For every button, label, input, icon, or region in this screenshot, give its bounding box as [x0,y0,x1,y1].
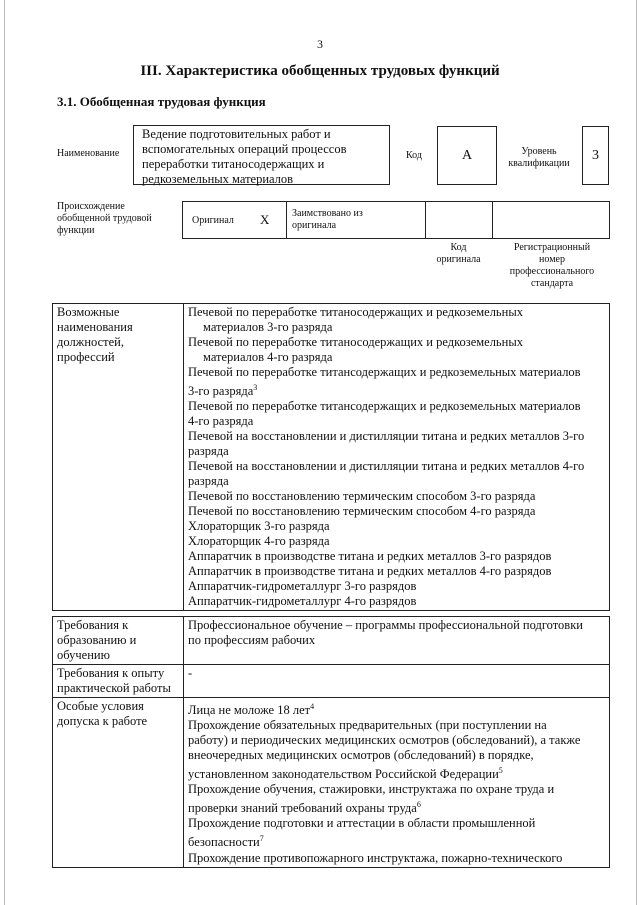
uroven-label [503,146,575,170]
cond-label-cell: Особые условия допуска к работе [53,698,184,868]
naimenovanie-label: Наименование [57,148,120,159]
section-title: III. Характеристика обобщенных трудовых функций [140,63,500,79]
uroven-label-line: квалификации [508,158,570,169]
position-item: Хлораторщик 3-го разряда [188,519,330,534]
borrowed-label-line: Заимствовано из [292,208,363,219]
original-label: Оригинал [192,215,234,226]
reg-number-line: номер [539,254,565,265]
position-item: Печевой по переработке титансодержащих и редкоземельных материалов 4-го разряда [188,399,581,429]
kod-originala-caption [425,242,492,266]
exp-value-cell: - [184,665,610,698]
reg-number-caption [495,242,609,290]
kod-originala-line: Код [450,242,467,253]
edu-label-cell: Требования к образованию и обучению [53,617,184,665]
position-item: Аппаратчик-гидрометаллург 3-го разрядов [188,579,417,594]
position-item: Печевой на восстановлении и дистилляции титана и редких металлов 3-го разряда [188,429,585,459]
uroven-value: 3 [592,148,599,163]
kod-originala-line: оригинала [436,254,481,265]
position-item: Печевой по восстановлению термическим способом 4-го разряда [188,504,536,519]
condition-item: Лица не моложе 18 лет$^4$ [188,702,315,718]
origin-label-line: Происхождение [57,201,125,212]
condition-item: Прохождение противопожарного инструктажа, пожарно-технического [188,850,563,865]
positions-label-cell [53,304,184,611]
origin-label [57,201,152,237]
footnote-ref: 6 [416,800,421,810]
positions-list-cell [184,304,610,611]
reg-number-line: стандарта [530,278,574,289]
borrowed-label-line: оригинала [292,220,337,231]
uroven-value-box [582,126,609,185]
function-name-line: Ведение подготовительных работ и [142,127,331,141]
footnote-ref: 5 [498,766,503,776]
position-item: Печевой по переработке титаносодержащих и редкоземельных материалов 3-го разряда [188,305,523,334]
positions-table [52,303,610,611]
position-item: Аппаратчик-гидрометаллург 4-го разрядов [188,594,417,609]
footnote-ref: 4 [310,702,315,711]
positions-label-line: профессий [57,350,115,364]
position-item: Печевой по переработке титаносодержащих и редкоземельных материалов 4-го разряда [188,335,523,364]
cond-value-cell [184,698,610,868]
borrowed-label [292,208,363,232]
page-number: 3 [317,37,323,51]
reg-number-line: Регистрационный [513,242,591,253]
reg-number-line: профессионального [509,266,595,277]
positions-label-line: наименования [57,320,133,334]
origin-divider [492,201,493,239]
condition-item: Прохождение подготовки и аттестации в области промышленной безопасности$^7$ [188,816,536,850]
edu-value-cell: Профессиональное обучение – программы профессиональной подготовки по профессиям рабочих [184,617,610,665]
position-item: Печевой на восстановлении и дистилляции титана и редких металлов 4-го разряда [188,459,585,489]
scan-edge-right [636,0,637,905]
position-item: Хлораторщик 4-го разряда [188,534,330,549]
condition-item: Прохождение обучения, стажировки, инструктажа по охране труда и проверки знаний требований охраны труда$^6$ [188,782,555,816]
origin-label-line: обобщенной трудовой [57,213,152,224]
function-name-line: вспомогательных операций процессов [142,142,347,156]
uroven-label-line: Уровень [521,146,557,157]
position-item: Аппаратчик в производстве титана и редких металлов 4-го разрядов [188,564,552,579]
kod-value: A [461,148,473,163]
position-item: Печевой по восстановлению термическим способом 3-го разряда [188,489,536,504]
subsection-title: 3.1. Обобщенная трудовая функция [57,94,266,109]
kod-label: Код [406,150,422,161]
origin-label-line: функции [57,225,95,236]
requirements-table [52,616,610,868]
footnote-ref: 3 [253,383,258,392]
position-item: Печевой по переработке титансодержащих и редкоземельных материалов 3-го разряда$^3$ [188,365,581,399]
kod-value-box [437,126,497,185]
condition-item: Прохождение обязательных предварительных (при поступлении на работу) и периодических медицинских осмотров (обследований), а также внеочередных медицинских осмотров (обследований) в порядке, установленном законодательством Российской Федерации$^5$ [188,718,581,782]
scan-edge-left [4,0,5,905]
origin-table [182,201,610,239]
position-item: Аппаратчик в производстве титана и редких металлов 3-го разрядов [188,549,552,564]
origin-divider [286,201,287,239]
function-name-line: переработки титаносодержащих и [142,157,325,171]
function-name-line: редкоземельных материалов [142,172,294,186]
positions-label-line: Возможные [57,305,120,319]
positions-label-line: должностей, [57,335,124,349]
original-mark: X [260,212,270,227]
footnote-ref: 7 [259,834,264,844]
function-name-box [133,125,390,185]
exp-label-cell: Требования к опыту практической работы [53,665,184,698]
origin-divider [425,201,426,239]
